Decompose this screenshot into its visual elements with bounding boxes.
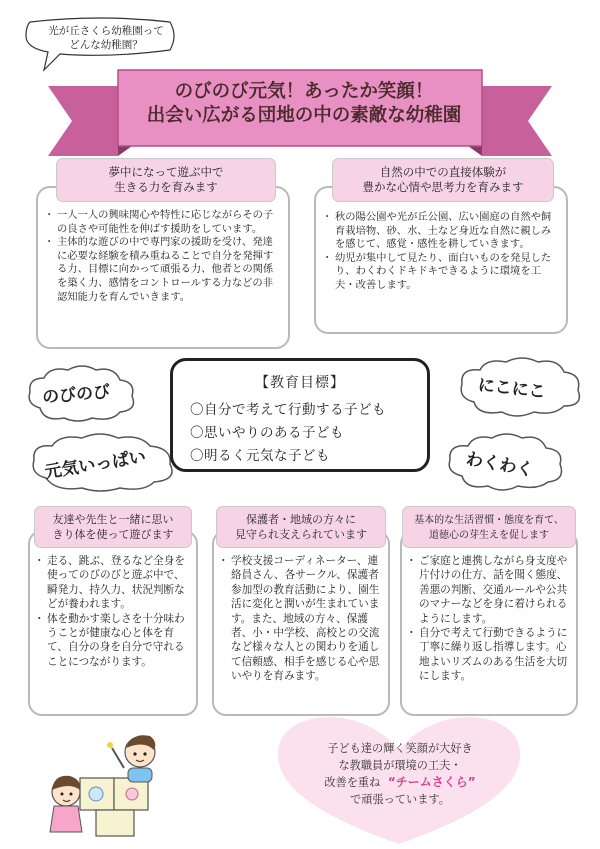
intro-text [36,24,176,52]
card-habits-heading-2: 道徳心の芽生えを促します [429,530,549,541]
team-sakura: “チームさくら” [387,775,476,789]
card-play-heading-2: 生きる力を育みます [114,180,218,194]
card-body-heading-2: きり体を使って遊びます [52,528,174,541]
card-habits-heading-1: 基本的な生活習慣・態度を育て、 [414,515,564,526]
heart-line-1: 子ども達の輝く笑顔が大好き [327,742,473,755]
intro-line-1: 光が丘さくら幼稚園って [48,25,164,37]
list-item: ・ 体を動かす楽しさを十分味わうことが健康な心と体を育て、自分の身を自分で守れることにつながります。 [36,612,190,670]
page-title [118,80,490,128]
heart-line-3 [300,774,500,791]
heart-line-4: で頑張っています。 [350,793,450,806]
list-item: ・ 自分で考えて行動できるように丁寧に繰り返し指導します。心地よいリズムのある生活を大切にします。 [408,626,570,684]
list-item: ・ 幼児が集中して見たり、面白いものを発見したり、わくわくドキドキできるように環境を工夫・改善します。 [324,252,558,293]
card-community-heading-2: 見守られ支えられています [235,528,367,541]
card-body-heading [34,506,192,548]
goal-item-2: 〇思いやりのある子ども [190,425,344,441]
card-community-heading-1: 保護者・地域の方々に [246,513,356,526]
card-community-heading [216,506,386,548]
intro-line-2: どんな幼稚園？ [69,39,143,51]
cloud-nikoniko-text: にこにこ [476,375,547,403]
list-item: ・ 秋の陽公園や光が丘公園、広い園庭の自然や飼育栽培物、砂、水、土など身近な自然に親しみを感じて、感覚・感性を耕していきます。 [324,211,558,252]
heart-line-2: な教職員が環境の工夫・ [338,759,462,772]
list-item: ・ 走る、跳ぶ、登るなど全身を使ってのびのびと遊ぶ中で、瞬発力、持久力、状況判断などが養われます。 [36,554,190,612]
cloud-wakuwaku-text: わくわく [464,449,535,481]
list-item: ・ 主体的な遊びの中で専門家の援助を受け、発達に必要な経験を積み重ねることで自分を発揮する力、目標に向かって頑張る力、他者との関係を築く力、感情をコントロールする力などの非認知能力を育んでいきます。 [46,236,280,304]
cloud-genki-text: 元気いっぱい [43,447,148,483]
card-nature-heading-1: 自然の中での直接体験が [379,165,507,179]
list-item: ・ 一人一人の興味関心や特性に応じながらその子の良さや可能性を伸ばす援助をしています。 [46,209,280,236]
card-habits-heading [402,506,576,548]
goal-item-3: 〇明るく元気な子ども [190,448,330,464]
title-line-2: 出会い広がる団地の中の素敵な幼稚園 [146,105,462,126]
title-line-1: のびのび元気！あったか笑顔！ [174,81,434,102]
card-nature-list [324,211,558,293]
card-habits-list [408,554,570,684]
cloud-nobinobi-text: のびのび [41,382,111,408]
card-nature-heading-2: 豊かな心情や思考力を育みます [362,180,524,194]
list-item: ・ ご家庭と連携しながら身支度や片付けの仕方、話を聞く態度、善悪の判断、交通ルールや公共のマナーなどを身に着けられるようにします。 [408,554,570,626]
children-illustration [40,728,180,840]
card-play-heading-1: 夢中になって遊ぶ中で [108,165,224,179]
card-community-list [220,554,382,684]
card-play-heading [56,158,276,202]
card-body-list [36,554,190,669]
heart-message [300,740,500,808]
card-play-list [46,209,280,304]
heart-line-3-text: 改善を重ね [324,776,381,789]
card-nature-heading [332,158,554,202]
card-body-heading-1: 友達や先生と一緒に思い [52,513,174,526]
goal-item-1: 〇自分で考えて行動する子ども [190,402,386,418]
goals-heading: 【教育目標】 [255,375,345,391]
list-item: ・ 学校支援コーディネーター、連絡員さん、各サークル、保護者参加型の教育活動により、園生活に変化と潤いが生まれています。また、地域の方々、保護者、小・中学校、高校との交流など様々な人との関わりを通して信頼感、相手を感じる心や思いやりを育みます。 [220,554,382,684]
